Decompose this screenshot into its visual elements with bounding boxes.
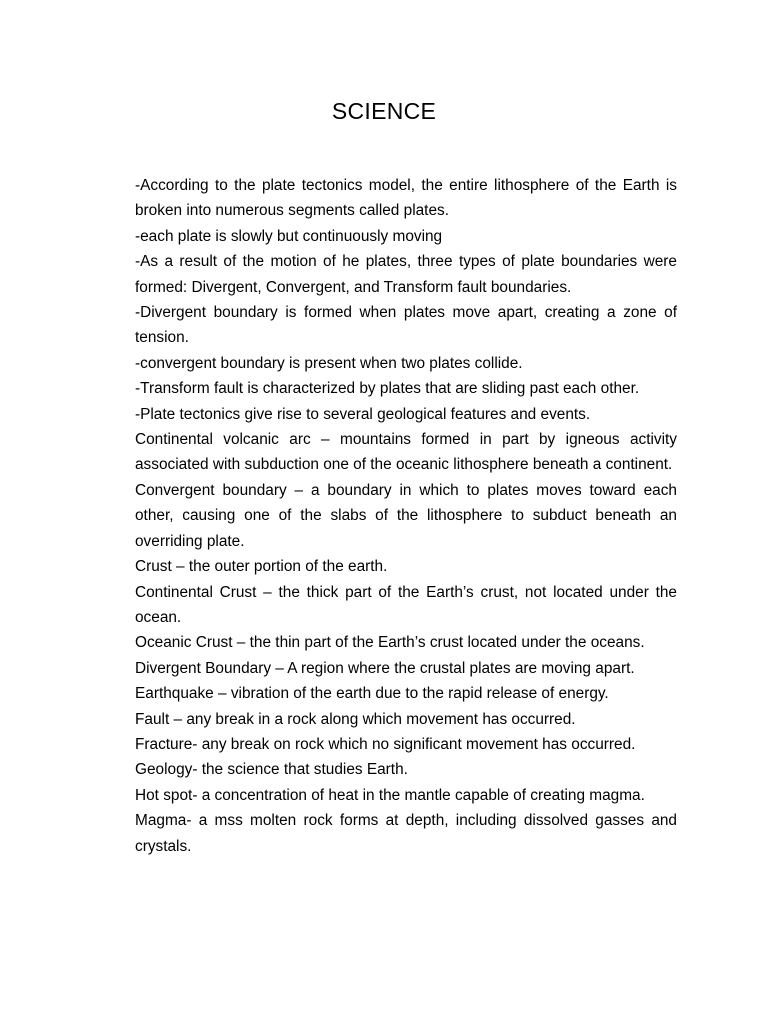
document-body — [135, 173, 677, 859]
paragraph-convergent-boundary: -convergent boundary is present when two plates collide. — [135, 354, 523, 372]
definition-convergent-boundary: Convergent boundary – a boundary in which to plates moves toward each other, causing one of the slabs of the lithosphere to subduct beneath an overriding plate. — [135, 481, 677, 550]
definition-magma: Magma- a mss molten rock forms at depth, including dissolved gasses and crystals. — [135, 812, 677, 855]
definition-fracture: Fracture- any break on rock which no significant movement has occurred. — [135, 735, 636, 753]
definition-fault: Fault – any break in a rock along which movement has occurred. — [135, 710, 576, 728]
definition-crust: Crust – the outer portion of the earth. — [135, 558, 388, 576]
definition-earthquake: Earthquake – vibration of the earth due to the rapid release of energy. — [135, 685, 609, 703]
definition-continental-crust: Continental Crust – the thick part of the Earth’s crust, not located under the ocean. — [135, 583, 677, 626]
page-title: SCIENCE — [331, 98, 437, 124]
definition-hot-spot: Hot spot- a concentration of heat in the mantle capable of creating magma. — [135, 786, 645, 804]
paragraph-plate-moving: -each plate is slowly but continuously moving — [135, 227, 443, 245]
definition-oceanic-crust: Oceanic Crust – the thin part of the Earth’s crust located under the oceans. — [135, 634, 645, 652]
paragraph-plate-tectonics-model: -According to the plate tectonics model, the entire lithosphere of the Earth is broken into numerous segments called plates. — [135, 177, 677, 220]
paragraph-divergent-boundary: -Divergent boundary is formed when plates move apart, creating a zone of tension. — [135, 304, 677, 347]
paragraph-boundary-types: -As a result of the motion of he plates, three types of plate boundaries were formed: Divergent, Convergent, and Transform fault boundaries. — [135, 253, 677, 296]
definition-continental-volcanic-arc: Continental volcanic arc – mountains formed in part by igneous activity associated with subduction one of the oceanic lithosphere beneath a continent. — [135, 431, 677, 474]
definition-divergent-boundary: Divergent Boundary – A region where the crustal plates are moving apart. — [135, 659, 635, 677]
paragraph-transform-fault: -Transform fault is characterized by plates that are sliding past each other. — [135, 380, 640, 398]
paragraph-geological-features: -Plate tectonics give rise to several geological features and events. — [135, 405, 591, 423]
definition-geology: Geology- the science that studies Earth. — [135, 761, 408, 779]
